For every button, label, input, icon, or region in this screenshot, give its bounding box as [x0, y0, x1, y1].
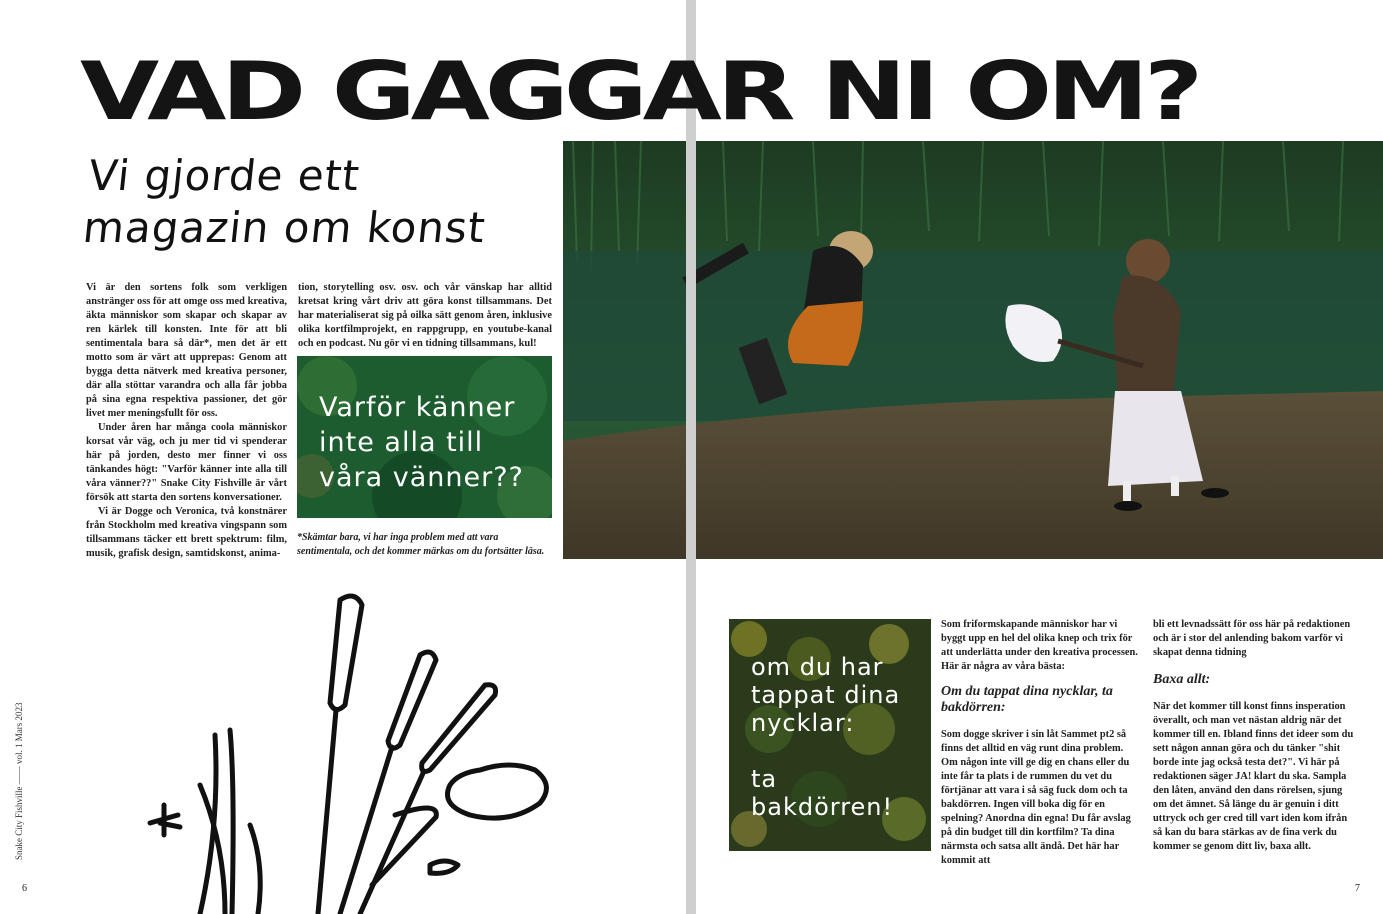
pull-quote-box — [297, 356, 552, 518]
handwritten-title-line2: magazin om konst — [80, 203, 489, 252]
right-column-2 — [1153, 618, 1358, 854]
page-number-left: 6 — [22, 883, 27, 894]
paragraph: Under åren har många coola människor korsat vår väg, och ju mer tid vi spenderar här på jorden, desto mer finner vi oss tänkandes högt: "Varför känner inte alla till våra vänner??" Snake City Fishville är vårt försök att starta den sortens konversationer. — [86, 422, 287, 503]
pull-quote-line: Varför känner — [319, 392, 516, 423]
paragraph: När det kommer till konst finns insperation överallt, och man vet nästan aldrig när det kommer till en. Ibland finns det ideer som du sett någon annan göra och du tänker "shit borde inte jag också testa det?". Vi här på redaktionen säger JA! klart du ska. Sampla den låten, använd den dans rörelsen, sjung om det ämnet. Så länge du är genuin i ditt uttryck och ger cred till vart iden kom ifrån så kan du bara stärkas av de fina verk du kommer se genom ditt liv, baxa allt. — [1153, 701, 1354, 852]
spine-label: Snake City Fishville —— vol. 1 Mars 2023 — [14, 702, 24, 860]
handwritten-title — [81, 150, 494, 254]
paragraph: Vi är den sortens folk som verkligen anstränger oss för att omge oss med kreativa, äkta människor som skapar och skapar av ren kärlek till konsten. Inte för att bli sentimentala bara så där*, men det är ett motto som är värt att upprepas: Genom att bygga detta nätverk med kreativa personer, där alla stöttar varandra och alla får jobba på sina egna respektiva passioner, det gör livet mer meningsfullt för oss. — [86, 282, 287, 419]
handwritten-title-line1: Vi gjorde ett — [86, 151, 363, 200]
tip-line: om du har — [751, 653, 884, 681]
tip-line: bakdörren! — [751, 793, 894, 821]
spine-text — [14, 670, 34, 860]
section-heading: Om du tappat dina nycklar, ta bakdörren: — [941, 684, 1113, 715]
pull-quote-text — [319, 390, 524, 495]
cattail-doodle — [140, 585, 570, 914]
paragraph: Som friformskapande människor har vi byggt upp en hel del olika knep och trix för att underlätta under den kreativa processen. Här är några av våra bästa: — [941, 619, 1138, 672]
paragraph: bli ett levnadssätt för oss här på redaktionen och är i stor del anlending bakom varför vi skapat denna tidning — [1153, 619, 1351, 658]
pull-quote-line: våra vänner?? — [319, 462, 524, 493]
paragraph: Som dogge skriver i sin låt Sammet pt2 så finns det alltid en väg runt dina problem. Om någon inte vill ge dig en chans eller du inte får ta plats i de rummen du vet du förtjänar att vara i så säg fuck dom och ta bakdörren. Ingen vill boka dig för en spelning? Anordna din egna! Du får avslag på din budget till din kortfilm? Ta dina närmsta och satsa allt ändå. Det här har kommit att — [941, 729, 1131, 866]
paragraph: Vi är Dogge och Veronica, två konstnärer från Stockholm med kreativa vingspann som tillsammans täcker ett brett spektrum: film, musik, grafisk design, samtidskonst, anima- — [86, 506, 287, 559]
left-column-2 — [298, 281, 552, 351]
headline: VAD GAGGAR NI OM? — [80, 45, 1199, 138]
pull-quote-line: inte alla till — [319, 427, 484, 458]
tip-box-text — [751, 653, 900, 821]
right-column-1 — [941, 618, 1141, 868]
paragraph: tion, storytelling osv. osv. och vår vänskap har alltid kretsat kring vårt driv att göra konst tillsammans. Det har materialiserat sig på oilka sätt genom åren, inklusive olika kortfilmprojekt, en rappgrupp, en youtube-kanal och en podcast. Nu gör vi en tidning tillsammans, kul! — [298, 282, 552, 349]
section-heading: Baxa allt: — [1153, 672, 1211, 687]
page-number-right: 7 — [1355, 883, 1360, 894]
tip-line — [751, 737, 900, 765]
tip-box — [729, 619, 931, 851]
tip-line: ta — [751, 765, 778, 793]
left-column-1 — [86, 281, 287, 561]
tip-line: nycklar: — [751, 709, 855, 737]
footnote: *Skämtar bara, vi har inga problem med att vara sentimentala, och det kommer märkas om du fortsätter läsa. — [297, 532, 545, 557]
tip-line: tappat dina — [751, 681, 901, 709]
